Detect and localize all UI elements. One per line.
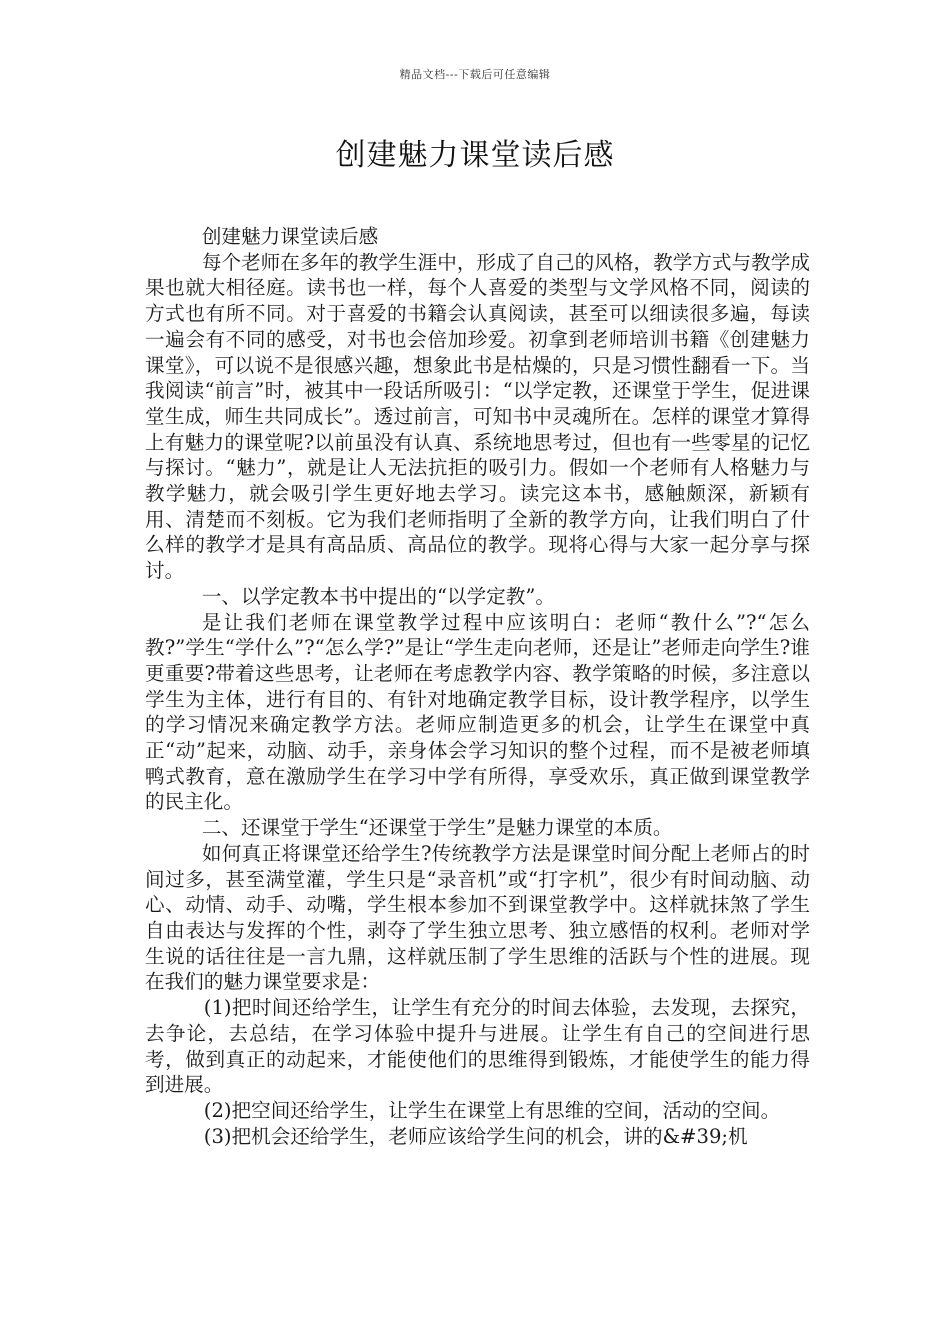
page-header-note: 精品文档---下载后可任意编辑 [399,68,551,81]
paragraph-section-2: 如何真正将课堂还给学生?传统教学方法是课堂时间分配上老师占的时间过多，甚至满堂灌，学生只是“录音机”或“打字机”，很少有时间动脑、动心、动情、动手、动嘴，学生根本参加不到课堂教学中。这样就抹煞了学生自由表达与发挥的个性，剥夺了学生独立思考、独立感悟的权利。老师对学生说的话往往是一言九鼎，这样就压制了学生思维的活跃与个性的进展。现在我们的魅力课堂要求是： [145,841,810,994]
document-title: 创建魅力课堂读后感 [335,138,615,173]
section-heading-1: 一、以学定教本书中提出的“以学定教”。 [201,584,555,608]
section-heading-2: 二、还课堂于学生“还课堂于学生”是魅力课堂的本质。 [201,816,673,840]
list-item-2: (2)把空间还给学生，让学生在课堂上有思维的空间，活动的空间。 [203,1098,781,1122]
paragraph-section-1: 是让我们老师在课堂教学过程中应该明白：老师“教什么”?“怎么教?”学生“学什么”?“怎么学?”是让“学生走向老师，还是让”老师走向学生?谁更重要?带着这些思考，让老师在考虑教学内容、教学策略的时候，多注意以学生为主体，进行有目的、有针对地确定教学目标，设计教学程序，以学生的学习情况来确定教学方法。老师应制造更多的机会，让学生在课堂中真正“动”起来，动脑、动手，亲身体会学习知识的整个过程，而不是被老师填鸭式教育，意在激励学生在学习中学有所得，享受欢乐，真正做到课堂教学的民主化。 [145,610,810,814]
list-item-3: (3)把机会还给学生，老师应该给学生问的机会，讲的&#39;机 [203,1124,748,1148]
list-item-1: (1)把时间还给学生，让学生有充分的时间去体验，去发现，去探究，去争论，去总结，在学习体验中提升与进展。让学生有自己的空间进行思考，做到真正的动起来，才能使他们的思维得到锻炼，才能使学生的能力得到进展。 [145,996,810,1097]
document-body [145,224,810,1149]
body-subtitle: 创建魅力课堂读后感 [201,225,379,248]
paragraph-intro: 每个老师在多年的教学生涯中，形成了自己的风格，教学方式与教学成果也就大相径庭。读书也一样，每个人喜爱的类型与文学风格不同，阅读的方式也有所不同。对于喜爱的书籍会认真阅读，甚至可以细读很多遍，每读一遍会有不同的感受，对书也会倍加珍爱。初拿到老师培训书籍《创建魅力课堂》，可以说不是很感兴趣，想象此书是枯燥的，只是习惯性翻看一下。当我阅读“前言”时，被其中一段话所吸引：“以学定教，还课堂于学生，促进课堂生成，师生共同成长”。透过前言，可知书中灵魂所在。怎样的课堂才算得上有魅力的课堂呢?以前虽没有认真、系统地思考过，但也有一些零星的记忆与探讨。“魅力”，就是让人无法抗拒的吸引力。假如一个老师有人格魅力与教学魅力，就会吸引学生更好地去学习。读完这本书，感触颇深，新颖有用、清楚而不刻板。它为我们老师指明了全新的教学方向，让我们明白了什么样的教学才是具有高品质、高品位的教学。现将心得与大家一起分享与探讨。 [145,250,810,583]
